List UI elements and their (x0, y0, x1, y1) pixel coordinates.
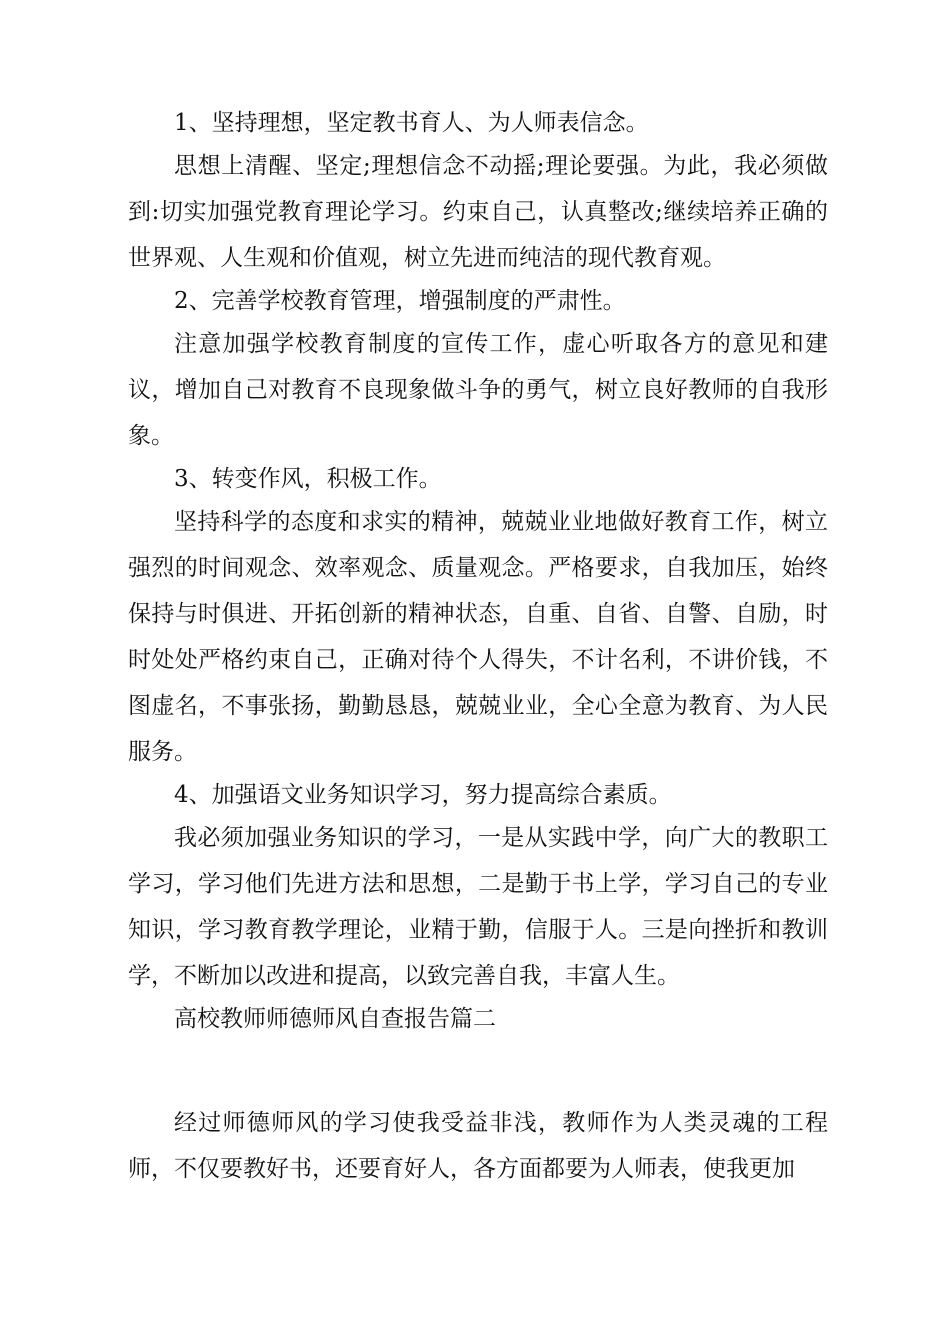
section-spacer (128, 1036, 828, 1100)
document-body (128, 106, 828, 1195)
point-3-heading: 3、转变作风，积极工作。 (174, 466, 442, 492)
point-2-heading: 2、完善学校教育管理，增强制度的严肃性。 (174, 288, 626, 314)
point-4-paragraph: 我必须加强业务知识的学习，一是从实践中学，向广大的教职工学习，学习他们先进方法和思想，二是勤于书上学，学习自己的专业知识，学习教育教学理论，业精于勤，信服于人。三是向挫折和教训学，不断加以改进和提高，以致完善自我，丰富人生。 (128, 825, 828, 989)
point-3-paragraph: 坚持科学的态度和求实的精神，兢兢业业地做好教育工作，树立强烈的时间观念、效率观念、质量观念。严格要求，自我加压，始终保持与时俱进、开拓创新的精神状态，自重、自省、自警、自励，时时处处严格约束自己，正确对待个人得失，不计名利，不讲价钱，不图虚名，不事张扬，勤勤恳恳，兢兢业业，全心全意为教育、为人民服务。 (128, 509, 828, 765)
point-1-paragraph: 思想上清醒、坚定;理想信念不动摇;理论要强。为此，我必须做到:切实加强党教育理论学习。约束自己，认真整改;继续培养正确的世界观、人生观和价值观，树立先进而纯洁的现代教育观。 (128, 153, 828, 271)
section-2-intro-paragraph: 经过师德师风的学习使我受益非浅，教师作为人类灵魂的工程师，不仅要教好书，还要育好人，各方面都要为人师表，使我更加 (128, 1110, 828, 1182)
point-1-heading: 1、坚持理想，坚定教书育人、为人师表信念。 (174, 110, 649, 136)
section-title: 高校教师师德师风自查报告篇二 (174, 1006, 496, 1032)
point-2-paragraph: 注意加强学校教育制度的宣传工作，虚心听取各方的意见和建议，增加自己对教育不良现象做斗争的勇气，树立良好教师的自我形象。 (128, 331, 828, 449)
point-4-heading: 4、加强语文业务知识学习，努力提高综合素质。 (174, 782, 672, 808)
